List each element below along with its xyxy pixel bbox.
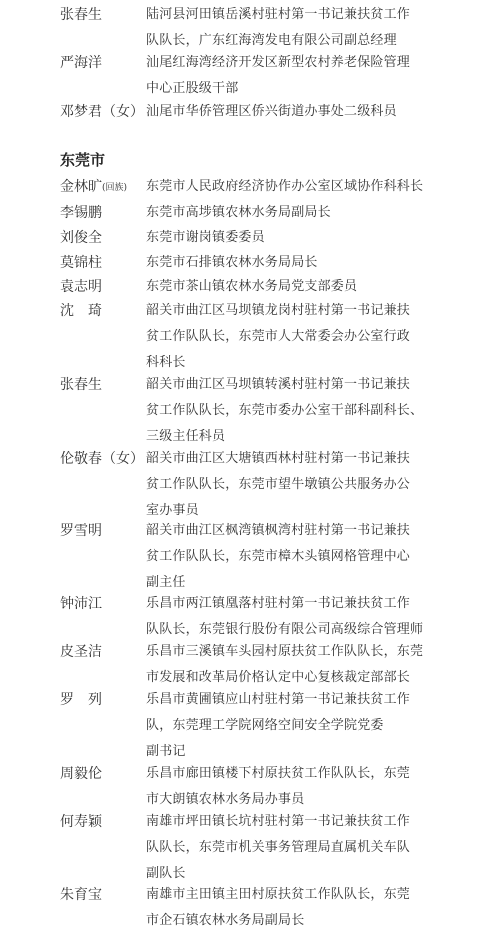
person-name: 袁志明 (60, 279, 102, 295)
person-name: 刘俊全 (60, 230, 102, 246)
person-name: 钟沛江 (60, 596, 102, 612)
person-name: 严海洋 (60, 55, 102, 71)
person-position: 韶关市曲江区马坝镇转溪村驻村第一书记兼扶 贫工作队队长，东莞市委办公室干部科副科长、 三级主任科员 (146, 377, 424, 444)
person-name: 罗雪明 (60, 523, 102, 539)
person-position: 韶关市曲江区马坝镇龙岗村驻村第一书记兼扶 贫工作队队长，东莞市人大常委会办公室行政 科科长 (146, 303, 411, 370)
person-name: 金林旷(回族) (60, 179, 128, 195)
person-position: 东莞市茶山镇农林水务局党支部委员 (146, 279, 358, 294)
person-name: 伦敬春（女） (60, 451, 144, 467)
person-name: 张春生 (60, 7, 102, 23)
person-position: 南雄市主田镇主田村原扶贫工作队队长，东莞 市企石镇农林水务局副局长 (146, 887, 411, 928)
person-name: 邓梦君（女） (60, 104, 144, 120)
person-position: 韶关市曲江区枫湾镇枫湾村驻村第一书记兼扶 贫工作队队长，东莞市樟木头镇网格管理中心 副主任 (146, 523, 411, 590)
person-position: 东莞市高埗镇农林水务局副局长 (146, 205, 331, 220)
ethnicity-tag: (回族) (102, 183, 128, 193)
section-heading: 东莞市 (60, 151, 106, 169)
person-position: 东莞市人民政府经济协作办公室区域协作科科长 (146, 179, 424, 194)
person-position: 汕尾红海湾经济开发区新型农村养老保险管理 中心正股级干部 (146, 55, 411, 96)
person-name: 张春生 (60, 377, 102, 393)
person-name: 周毅伦 (60, 766, 102, 782)
person-name: 皮圣洁 (60, 644, 102, 660)
person-position: 东莞市石排镇农林水务局局长 (146, 255, 318, 270)
person-name: 沈 琦 (60, 303, 102, 319)
person-position: 乐昌市廊田镇楼下村原扶贫工作队队长，东莞 市大朗镇农林水务局办事员 (146, 766, 411, 807)
person-name: 罗 列 (60, 692, 102, 708)
person-position: 陆河县河田镇岳溪村驻村第一书记兼扶贫工作 队队长，广东红海湾发电有限公司副总经理 (146, 7, 411, 48)
person-name: 莫锦柱 (60, 255, 102, 271)
person-name: 朱育宝 (60, 887, 102, 903)
person-position: 汕尾市华侨管理区侨兴街道办事处二级科员 (146, 104, 397, 119)
person-position: 韶关市曲江区大塘镇西林村驻村第一书记兼扶 贫工作队队长，东莞市望牛墩镇公共服务办公 室办事员 (146, 451, 411, 518)
person-position: 乐昌市三溪镇车头园村原扶贫工作队队长，东莞 市发展和改革局价格认定中心复核裁定部部长 (146, 644, 424, 685)
person-name: 何寿颖 (60, 814, 102, 830)
person-name: 李锡鹏 (60, 205, 102, 221)
person-position: 南雄市坪田镇长坑村驻村第一书记兼扶贫工作 队队长，东莞市机关事务管理局直属机关车队 副队长 (146, 814, 411, 881)
person-position: 乐昌市两江镇凰落村驻村第一书记兼扶贫工作 队队长，东莞银行股份有限公司高级综合管理师 (146, 596, 424, 637)
person-position: 乐昌市黄圃镇应山村驻村第一书记兼扶贫工作 队，东莞理工学院网络空间安全学院党委 副书记 (146, 692, 411, 759)
person-position: 东莞市谢岗镇委委员 (146, 230, 265, 245)
